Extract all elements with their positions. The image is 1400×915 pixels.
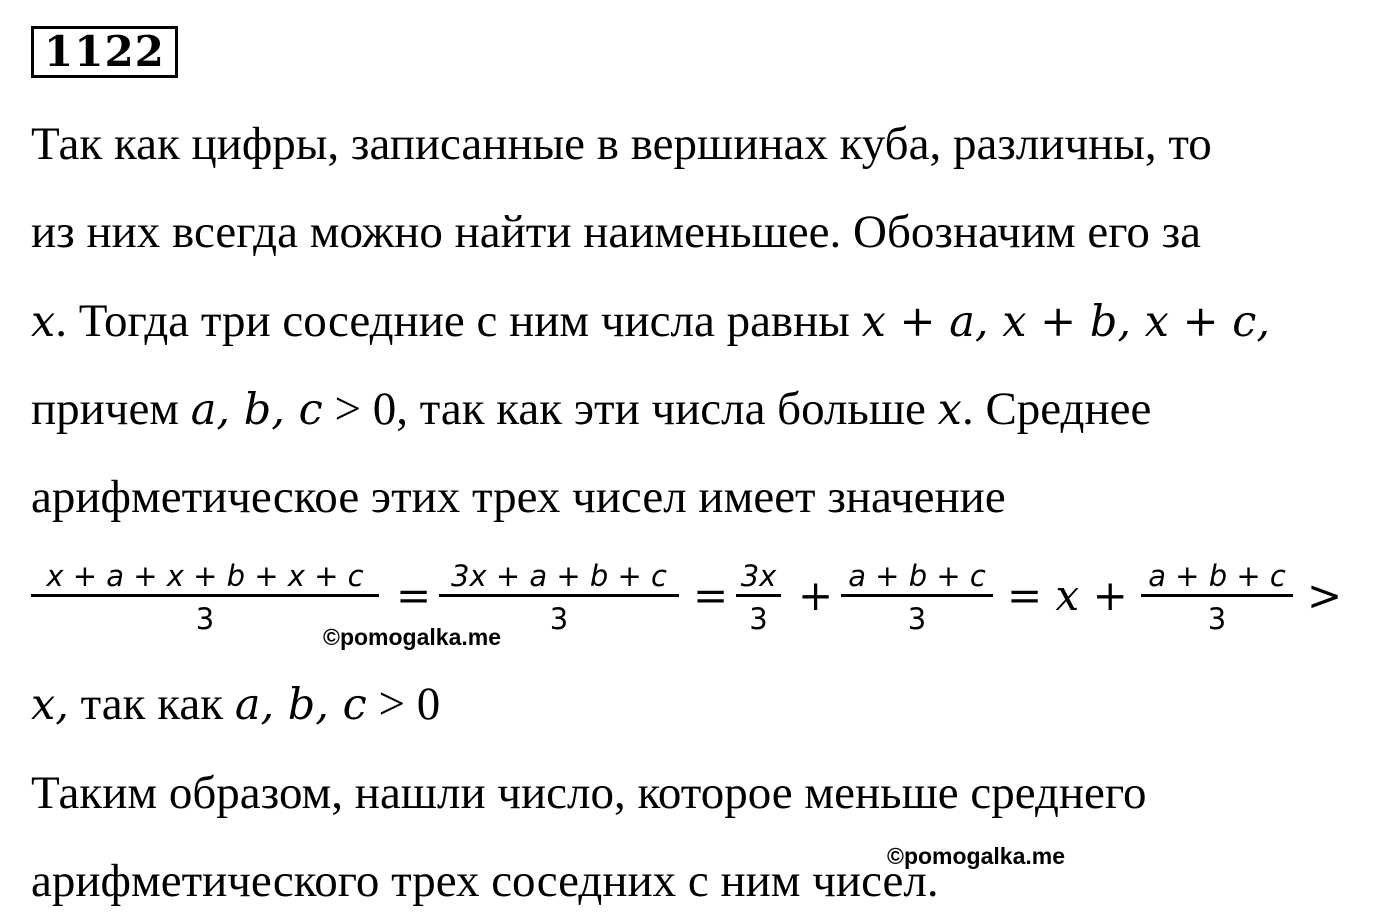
formula-row: [31, 558, 1371, 648]
text-line-5: арифметическое этих трех чисел имеет значение: [31, 471, 1006, 523]
text-line-9: арифметического трех соседних с ним чисел.: [31, 855, 939, 907]
problem-number: 1122: [31, 26, 178, 78]
fraction-4: [841, 558, 993, 637]
fraction-denominator: 3: [549, 602, 569, 636]
greater-than-sign: >: [1307, 571, 1343, 620]
plus-sign: +: [798, 571, 834, 620]
text-segment: так как: [68, 678, 235, 730]
equals-x-plus: = x +: [1007, 571, 1128, 620]
math-x: x,: [31, 680, 69, 730]
fraction-numerator: a + b + c: [1148, 559, 1286, 593]
equals-sign: =: [693, 571, 729, 620]
text-line-4: [31, 381, 1151, 438]
fraction-5: [1141, 558, 1293, 637]
text-line-3: [31, 293, 1270, 350]
watermark: ©pomogalka.me: [887, 843, 1065, 869]
fraction-denominator: 3: [195, 602, 215, 636]
fraction-numerator: x + a + x + b + x + c: [46, 559, 364, 593]
watermark: ©pomogalka.me: [323, 624, 501, 650]
text-line-2: из них всегда можно найти наименьшее. Обозначим его за: [31, 206, 1201, 258]
fraction-numerator: 3x + a + b + c: [451, 559, 667, 593]
text-line-7: [31, 676, 440, 733]
text-line-1: Так как цифры, записанные в вершинах куба, различны, то: [31, 118, 1212, 170]
text-segment: > 0: [366, 678, 441, 730]
math-variables: a, b, c: [234, 680, 367, 730]
text-segment: причем: [31, 383, 191, 435]
equals-sign: =: [396, 571, 432, 620]
fraction-numerator: 3x: [740, 559, 777, 593]
math-x: x: [937, 385, 962, 435]
fraction-3: [736, 558, 781, 637]
fraction-numerator: a + b + c: [848, 559, 986, 593]
text-segment: . Среднее: [961, 383, 1152, 435]
math-variables: a, b, c: [190, 385, 323, 435]
text-line-8: Таким образом, нашли число, которое меньше среднего: [31, 767, 1147, 819]
fraction-denominator: 3: [749, 602, 768, 636]
fraction-denominator: 3: [907, 602, 927, 636]
text-segment: . Тогда три соседние с ним числа равны: [55, 295, 862, 347]
math-expression: x + a, x + b, x + c,: [861, 297, 1271, 347]
fraction-denominator: 3: [1207, 602, 1227, 636]
math-x: x: [31, 297, 56, 347]
text-segment: > 0, так как эти числа больше: [322, 383, 938, 435]
